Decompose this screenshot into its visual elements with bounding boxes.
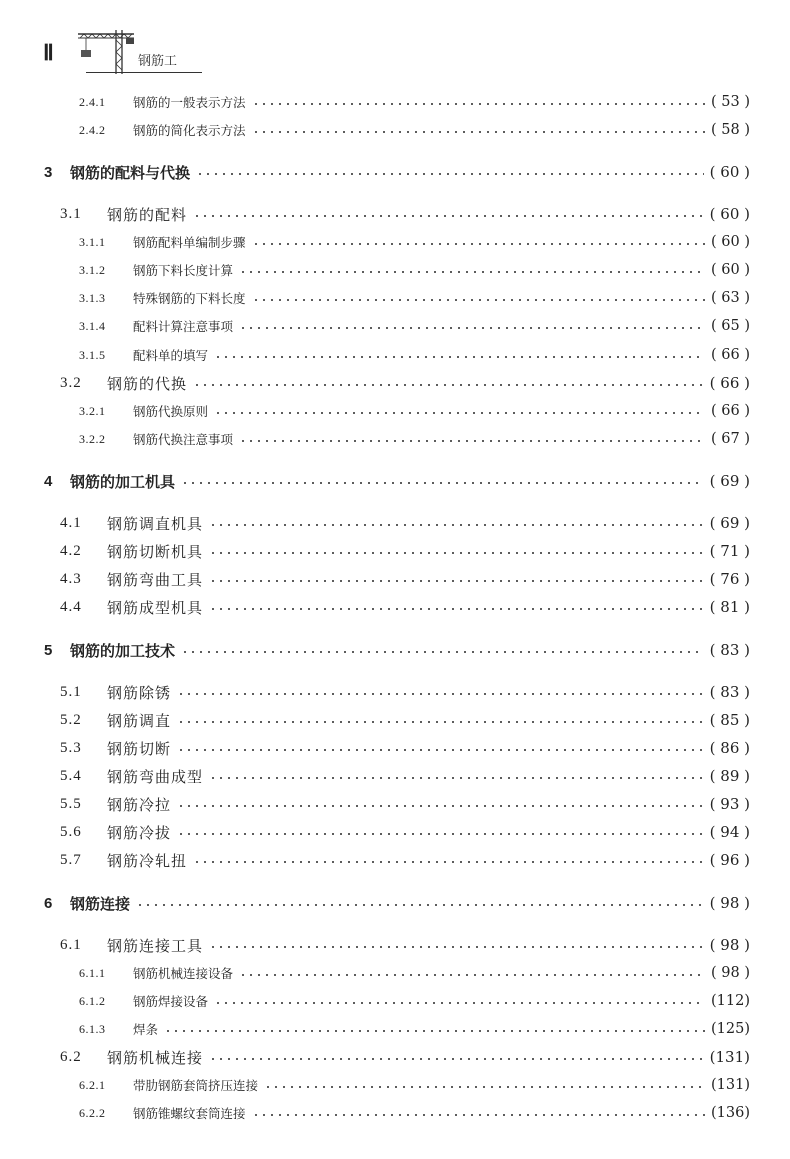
toc-entry-number: 4.4 xyxy=(60,598,82,615)
toc-entry-page: ( 60 ) xyxy=(711,234,750,250)
toc-entry-number: 2.4.1 xyxy=(79,94,106,109)
toc-entry-title: 钢筋调直 xyxy=(107,711,172,730)
toc-entry-page: ( 66 ) xyxy=(709,374,750,392)
toc-entry-title: 钢筋的加工技术 xyxy=(70,641,176,660)
toc-entry xyxy=(44,893,750,913)
toc-entry-title: 钢筋切断 xyxy=(107,739,172,758)
toc-entry-number: 2.4.2 xyxy=(79,122,106,137)
toc-entry-page: ( 98 ) xyxy=(711,965,750,981)
toc-entry-title: 钢筋冷轧扭 xyxy=(107,851,188,870)
dot-leader xyxy=(214,412,705,414)
toc-entry-page: ( 60 ) xyxy=(711,262,750,278)
toc-entry xyxy=(79,429,750,449)
toc-entry xyxy=(79,232,750,252)
toc-entry-page: ( 83 ) xyxy=(709,641,750,659)
toc-entry-title: 钢筋代换注意事项 xyxy=(133,432,234,447)
toc-entry xyxy=(79,963,750,983)
toc-entry-title: 钢筋冷拔 xyxy=(107,823,172,842)
toc-entry-title: 配料单的填写 xyxy=(133,348,209,363)
toc-entry-number: 4.1 xyxy=(60,514,82,531)
toc-entry-number: 3.1.3 xyxy=(79,290,106,305)
toc-entry-title: 钢筋成型机具 xyxy=(107,598,204,617)
dot-leader xyxy=(164,1030,705,1032)
toc-entry-title: 钢筋锥螺纹套筒连接 xyxy=(133,1106,246,1121)
toc-entry xyxy=(60,541,750,561)
toc-entry xyxy=(79,260,750,280)
toc-entry-title: 钢筋的加工机具 xyxy=(70,472,176,491)
toc-entry-title: 钢筋的代换 xyxy=(107,374,188,393)
toc-entry xyxy=(60,935,750,955)
header-title: 钢筋工 xyxy=(138,54,178,69)
toc-entry-title: 钢筋调直机具 xyxy=(107,514,204,533)
toc-entry xyxy=(60,569,750,589)
toc-entry xyxy=(60,597,750,617)
toc-entry-title: 钢筋配料单编制步骤 xyxy=(133,235,246,250)
dot-leader xyxy=(177,833,704,835)
toc-entry-page: ( 53 ) xyxy=(711,94,750,110)
toc-entry-title: 特殊钢筋的下料长度 xyxy=(133,291,246,306)
toc-entry-number: 4.2 xyxy=(60,542,82,559)
dot-leader xyxy=(209,1058,704,1060)
toc-entry xyxy=(79,120,750,140)
toc-entry-page: ( 69 ) xyxy=(709,514,750,532)
toc-entry-page: ( 71 ) xyxy=(709,542,750,560)
toc-entry-page: ( 98 ) xyxy=(709,936,750,954)
toc-entry-number: 3.1.2 xyxy=(79,262,106,277)
dot-leader xyxy=(239,974,705,976)
dot-leader xyxy=(252,1114,705,1116)
toc-entry xyxy=(44,640,750,660)
dot-leader xyxy=(209,608,704,610)
dot-leader xyxy=(209,777,704,779)
toc-entry-title: 钢筋机械连接设备 xyxy=(133,966,234,981)
dot-leader xyxy=(214,356,705,358)
toc-entry xyxy=(60,738,750,758)
toc-entry-number: 6.1 xyxy=(60,936,82,953)
toc-entry xyxy=(79,1103,750,1123)
dot-leader xyxy=(214,1002,705,1004)
toc-entry-number: 6.2.2 xyxy=(79,1105,106,1120)
dot-leader xyxy=(252,299,706,301)
toc-entry-number: 5.1 xyxy=(60,683,82,700)
toc-entry-number: 5.6 xyxy=(60,823,82,840)
dot-leader xyxy=(252,131,706,133)
toc-entry xyxy=(60,822,750,842)
dot-leader xyxy=(177,805,704,807)
toc-entry-page: ( 76 ) xyxy=(709,570,750,588)
toc-entry-number: 4 xyxy=(44,472,53,490)
toc-entry-number: 3 xyxy=(44,163,53,181)
dot-leader xyxy=(196,173,704,175)
toc-entry-number: 5.2 xyxy=(60,711,82,728)
dot-leader xyxy=(181,482,704,484)
toc-entry-title: 钢筋的简化表示方法 xyxy=(133,123,246,138)
toc-entry-page: ( 58 ) xyxy=(711,122,750,138)
toc-entry xyxy=(79,92,750,112)
toc-entry-number: 5.7 xyxy=(60,851,82,868)
toc-entry-page: (125) xyxy=(711,1021,750,1037)
toc-entry-page: ( 81 ) xyxy=(709,598,750,616)
page-number: Ⅱ xyxy=(43,40,53,65)
toc-entry-page: ( 63 ) xyxy=(711,290,750,306)
toc-entry xyxy=(44,162,750,182)
toc-entry xyxy=(60,1047,750,1067)
dot-leader xyxy=(209,580,704,582)
toc-entry-title: 焊条 xyxy=(133,1022,159,1037)
toc-entry xyxy=(60,682,750,702)
toc-entry-page: ( 98 ) xyxy=(709,894,750,912)
toc-entry-page: ( 67 ) xyxy=(711,431,750,447)
toc-entry-page: ( 60 ) xyxy=(709,205,750,223)
toc-entry-title: 钢筋焊接设备 xyxy=(133,994,209,1009)
toc-entry-number: 6.1.2 xyxy=(79,993,106,1008)
toc-entry-title: 钢筋下料长度计算 xyxy=(133,263,234,278)
toc-entry xyxy=(60,204,750,224)
toc-entry-title: 钢筋代换原则 xyxy=(133,404,209,419)
toc-entry-title: 带肋钢筋套筒挤压连接 xyxy=(133,1078,259,1093)
toc-entry-page: ( 96 ) xyxy=(709,851,750,869)
dot-leader xyxy=(239,440,705,442)
toc-entry-page: ( 89 ) xyxy=(709,767,750,785)
toc-entry xyxy=(79,1019,750,1039)
toc-entry-number: 5.5 xyxy=(60,795,82,812)
dot-leader xyxy=(252,243,706,245)
toc-entry-page: ( 66 ) xyxy=(711,403,750,419)
toc-entry xyxy=(79,345,750,365)
toc-entry-number: 6.1.3 xyxy=(79,1021,106,1036)
toc-entry xyxy=(79,316,750,336)
toc-entry-page: (136) xyxy=(711,1105,750,1121)
dot-leader xyxy=(239,271,705,273)
toc-entry-title: 钢筋连接工具 xyxy=(107,936,204,955)
toc-entry-title: 钢筋的一般表示方法 xyxy=(133,95,246,110)
dot-leader xyxy=(264,1086,705,1088)
toc-entry-title: 配料计算注意事项 xyxy=(133,319,234,334)
toc-entry-title: 钢筋除锈 xyxy=(107,683,172,702)
dot-leader xyxy=(239,327,705,329)
toc-entry-number: 5.3 xyxy=(60,739,82,756)
toc-entry xyxy=(79,288,750,308)
dot-leader xyxy=(177,721,704,723)
toc-entry-number: 3.1.4 xyxy=(79,318,106,333)
dot-leader xyxy=(177,693,704,695)
dot-leader xyxy=(252,103,706,105)
toc-entry-number: 5 xyxy=(44,641,53,659)
toc-entry-number: 3.2.2 xyxy=(79,431,106,446)
dot-leader xyxy=(193,861,704,863)
toc-entry-title: 钢筋切断机具 xyxy=(107,542,204,561)
toc-entry-title: 钢筋弯曲成型 xyxy=(107,767,204,786)
toc-entry xyxy=(79,401,750,421)
toc-entry-number: 3.2.1 xyxy=(79,403,106,418)
toc-entry-page: ( 85 ) xyxy=(709,711,750,729)
toc-entry-number: 3.1.1 xyxy=(79,234,106,249)
toc-entry-title: 钢筋机械连接 xyxy=(107,1048,204,1067)
toc-entry xyxy=(60,794,750,814)
dot-leader xyxy=(177,749,704,751)
toc-entry-title: 钢筋弯曲工具 xyxy=(107,570,204,589)
toc-entry-number: 5.4 xyxy=(60,767,82,784)
toc-entry xyxy=(60,710,750,730)
toc-entry-page: ( 69 ) xyxy=(709,472,750,490)
toc-entry-page: ( 66 ) xyxy=(711,347,750,363)
toc-entry-title: 钢筋冷拉 xyxy=(107,795,172,814)
toc-entry-page: (131) xyxy=(711,1077,750,1093)
toc-entry-page: (112) xyxy=(711,993,750,1009)
toc-entry-number: 4.3 xyxy=(60,570,82,587)
toc-entry xyxy=(60,850,750,870)
toc-entry-title: 钢筋的配料 xyxy=(107,205,188,224)
toc-entry-page: ( 94 ) xyxy=(709,823,750,841)
dot-leader xyxy=(136,904,704,906)
toc-entry-page: ( 93 ) xyxy=(709,795,750,813)
toc-entry-page: (131) xyxy=(709,1048,750,1066)
dot-leader xyxy=(193,215,704,217)
dot-leader xyxy=(209,552,704,554)
dot-leader xyxy=(209,524,704,526)
toc-entry xyxy=(79,1075,750,1095)
toc-entry-number: 3.1 xyxy=(60,205,82,222)
toc-entry xyxy=(44,471,750,491)
toc-entry-page: ( 86 ) xyxy=(709,739,750,757)
toc-entry-number: 6.2.1 xyxy=(79,1077,106,1092)
toc-entry-number: 3.1.5 xyxy=(79,347,106,362)
toc-entry-number: 6.2 xyxy=(60,1048,82,1065)
toc-entry-page: ( 83 ) xyxy=(709,683,750,701)
toc-entry-title: 钢筋的配料与代换 xyxy=(70,163,191,182)
toc-entry-page: ( 65 ) xyxy=(711,318,750,334)
dot-leader xyxy=(181,651,704,653)
dot-leader xyxy=(193,384,704,386)
dot-leader xyxy=(209,946,704,948)
toc-entry xyxy=(79,991,750,1011)
toc-entry xyxy=(60,373,750,393)
toc-entry-number: 3.2 xyxy=(60,374,82,391)
toc-entry xyxy=(60,513,750,533)
toc-entry-number: 6 xyxy=(44,894,53,912)
toc-entry-number: 6.1.1 xyxy=(79,965,106,980)
toc-entry xyxy=(60,766,750,786)
toc-entry-page: ( 60 ) xyxy=(709,163,750,181)
toc-entry-title: 钢筋连接 xyxy=(70,894,131,913)
